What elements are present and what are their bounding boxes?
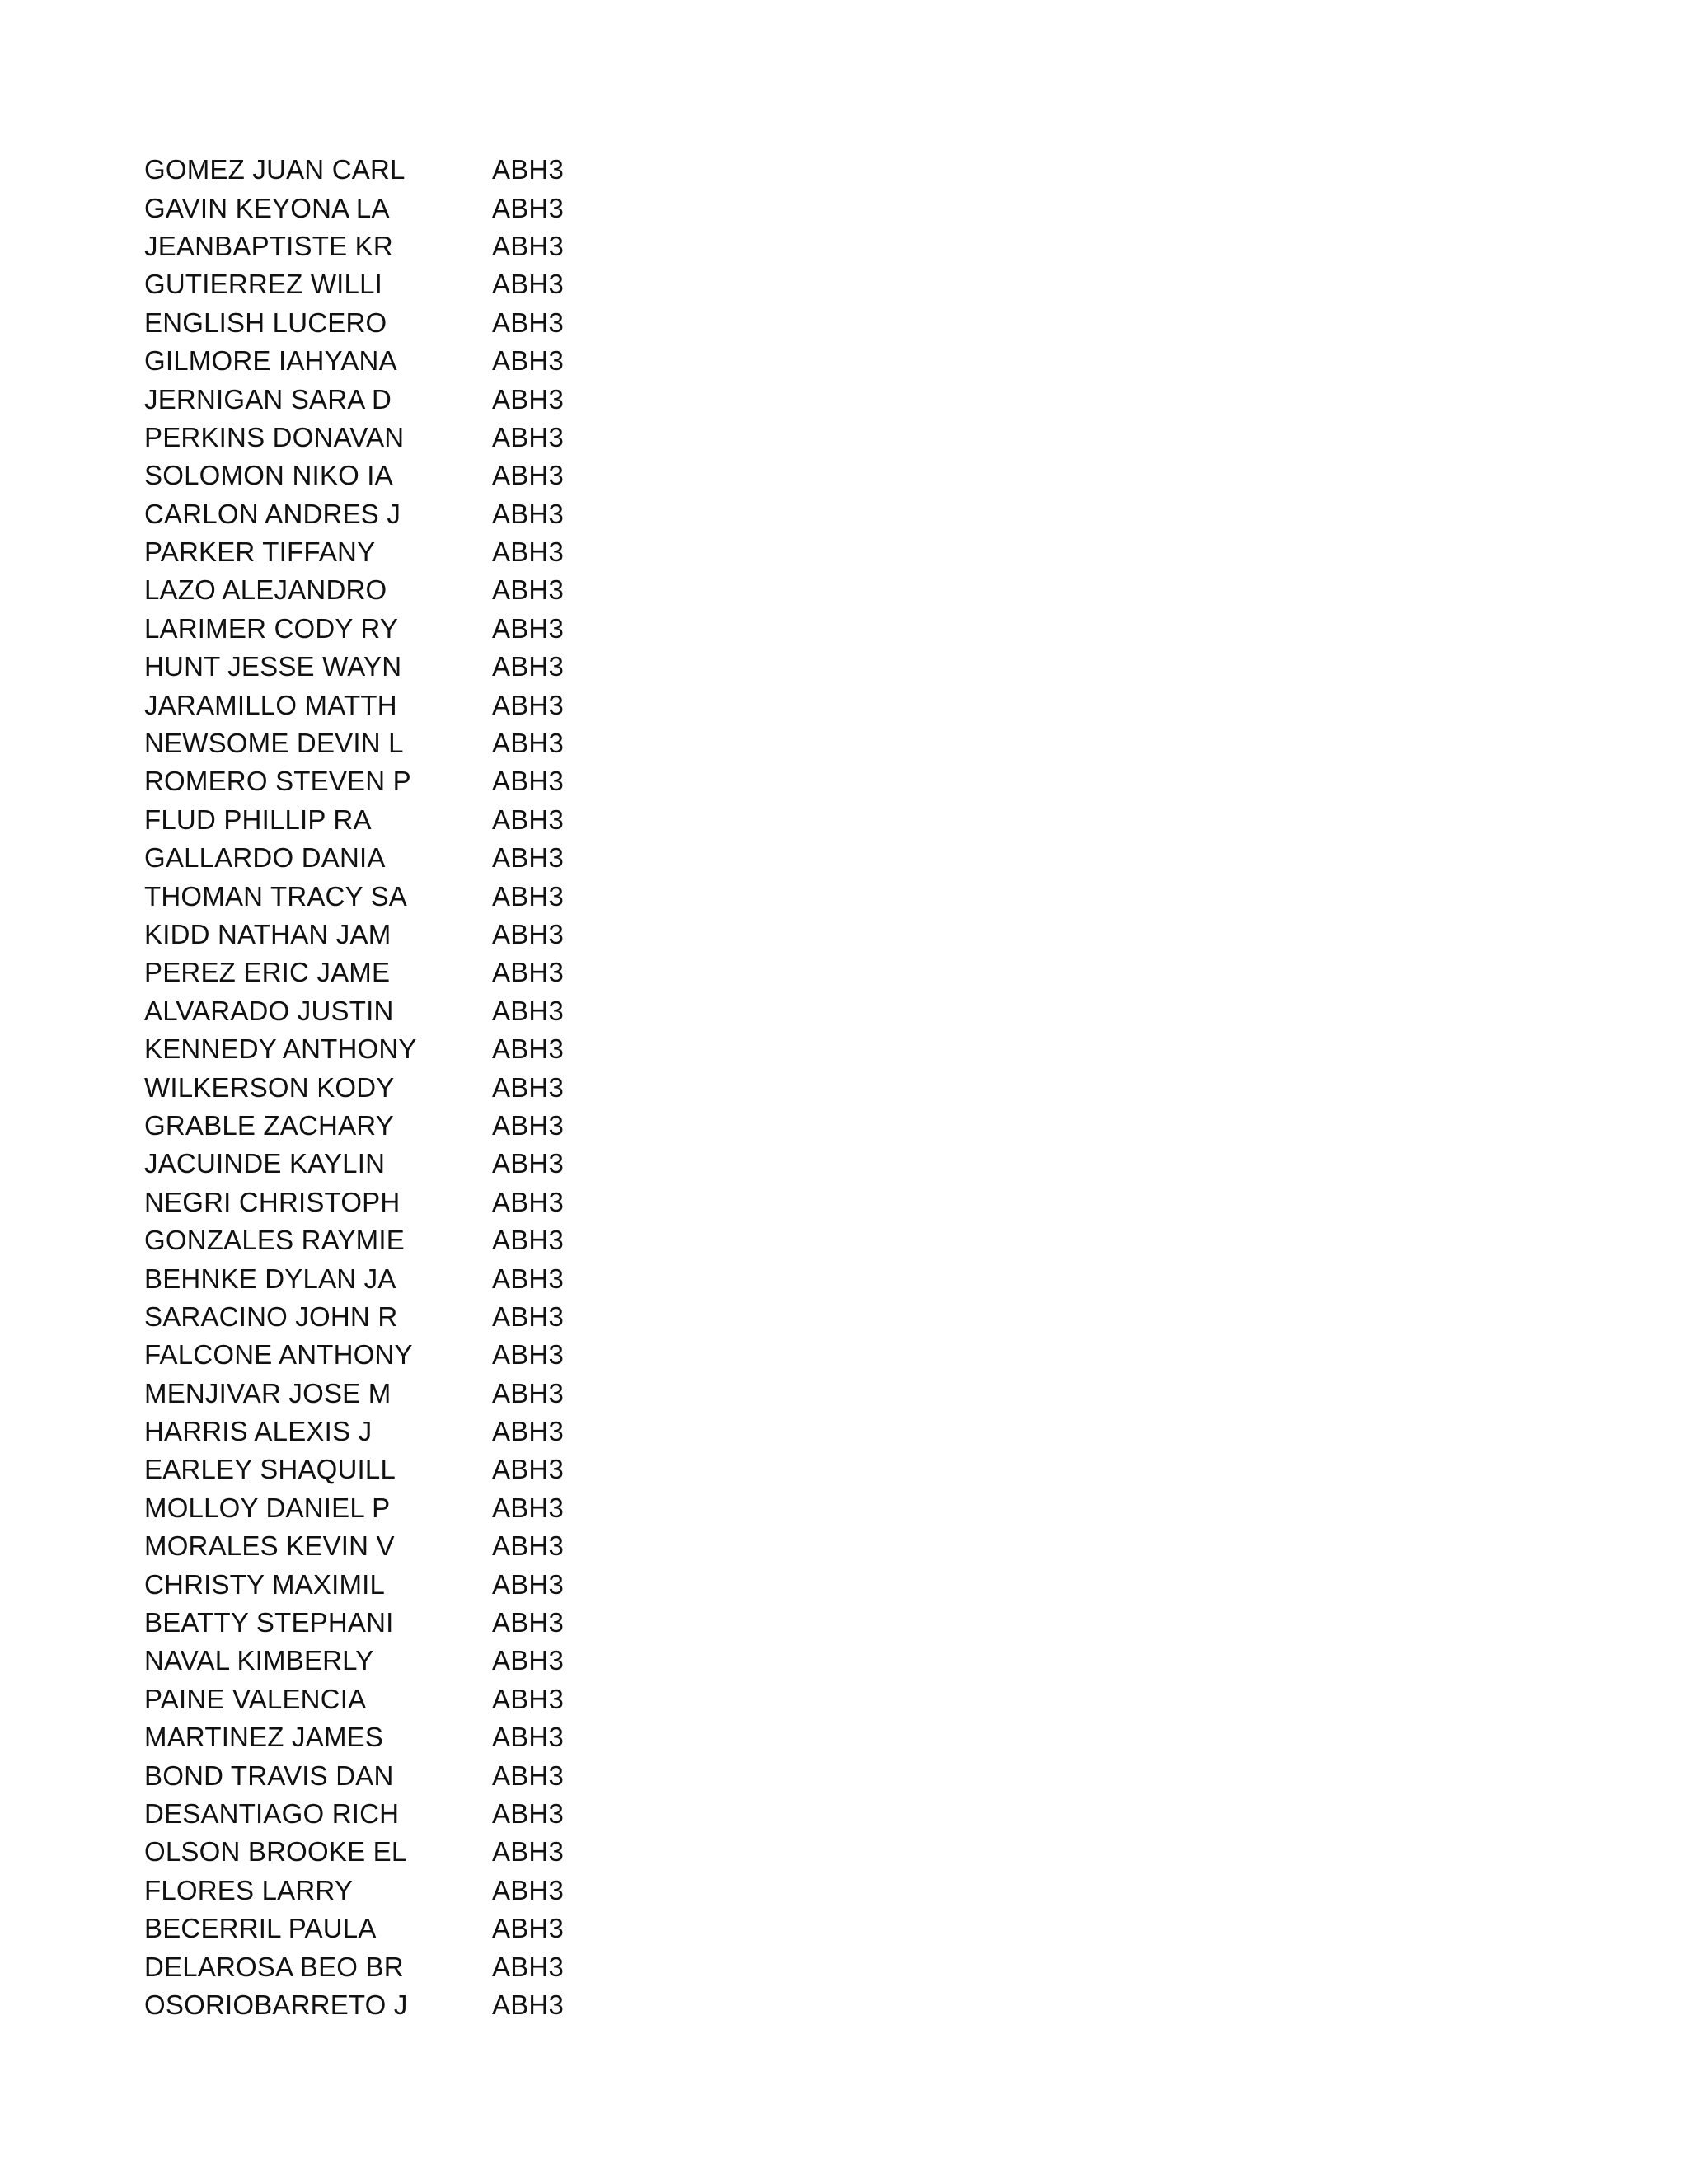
- roster-row: [144, 916, 564, 954]
- roster-row: [144, 1947, 564, 1985]
- roster-row: [144, 495, 564, 533]
- roster-row: [144, 1527, 564, 1565]
- roster-code: ABH3: [492, 537, 565, 568]
- roster-code: ABH3: [492, 1225, 565, 1256]
- roster-row: [144, 1795, 564, 1833]
- roster-row: [144, 992, 564, 1030]
- roster-code: ABH3: [492, 842, 565, 874]
- roster-code: ABH3: [492, 689, 565, 720]
- roster-row: [144, 265, 564, 303]
- roster-name: FALCONE ANTHONY: [144, 1339, 413, 1371]
- roster-name: CHRISTY MAXIMIL: [144, 1568, 386, 1600]
- roster-code: ABH3: [492, 230, 565, 261]
- roster-code: ABH3: [492, 498, 565, 529]
- roster-name: SOLOMON NIKO IA: [144, 460, 393, 491]
- roster-code: ABH3: [492, 307, 565, 338]
- roster-row: [144, 1336, 564, 1374]
- roster-name: PEREZ ERIC JAME: [144, 957, 391, 988]
- roster-row: [144, 1680, 564, 1718]
- roster-row: [144, 1604, 564, 1642]
- roster-name: MOLLOY DANIEL P: [144, 1492, 391, 1523]
- roster-name: WILKERSON KODY: [144, 1071, 395, 1103]
- roster-row: [144, 533, 564, 571]
- roster-name: PAINE VALENCIA: [144, 1683, 367, 1714]
- roster-name: GALLARDO DANIA: [144, 842, 386, 874]
- roster-name: GONZALES RAYMIE: [144, 1225, 405, 1256]
- roster-code: ABH3: [492, 269, 565, 300]
- roster-row: [144, 227, 564, 265]
- roster-name: FLORES LARRY: [144, 1874, 354, 1905]
- roster-name: PERKINS DONAVAN: [144, 421, 405, 452]
- roster-row: [144, 1910, 564, 1947]
- roster-code: ABH3: [492, 1683, 565, 1714]
- roster-row: [144, 762, 564, 800]
- roster-code: ABH3: [492, 1071, 565, 1103]
- roster-code: ABH3: [492, 1186, 565, 1217]
- roster-row: [144, 1068, 564, 1106]
- roster-row: [144, 724, 564, 762]
- roster-row: [144, 151, 564, 189]
- roster-name: GILMORE IAHYANA: [144, 345, 397, 377]
- roster-row: [144, 1451, 564, 1488]
- roster-name: BEATTY STEPHANI: [144, 1607, 394, 1638]
- roster-name: JEANBAPTISTE KR: [144, 230, 393, 261]
- roster-code: ABH3: [492, 1301, 565, 1332]
- roster-code: ABH3: [492, 612, 565, 644]
- roster-row: [144, 189, 564, 227]
- roster-name: OSORIOBARRETO J: [144, 1989, 408, 2020]
- roster-row: [144, 1107, 564, 1145]
- roster-row: [144, 801, 564, 839]
- roster-row: [144, 1756, 564, 1794]
- roster-row: [144, 342, 564, 380]
- roster-name: BECERRIL PAULA: [144, 1913, 377, 1944]
- roster-row: [144, 839, 564, 877]
- roster-row: [144, 1183, 564, 1221]
- roster-row: [144, 1221, 564, 1259]
- roster-code: ABH3: [492, 1836, 565, 1868]
- roster-code: ABH3: [492, 1913, 565, 1944]
- roster-code: ABH3: [492, 1454, 565, 1485]
- roster-name: DESANTIAGO RICH: [144, 1797, 400, 1829]
- roster-code: ABH3: [492, 1645, 565, 1676]
- roster-row: [144, 686, 564, 724]
- roster-name: GRABLE ZACHARY: [144, 1109, 394, 1141]
- roster-name: JACUINDE KAYLIN: [144, 1148, 386, 1179]
- roster-code: ABH3: [492, 1568, 565, 1600]
- roster-name: MENJIVAR JOSE M: [144, 1377, 392, 1408]
- roster-code: ABH3: [492, 421, 565, 452]
- roster-name: JERNIGAN SARA D: [144, 383, 392, 415]
- roster-row: [144, 1833, 564, 1871]
- roster-code: ABH3: [492, 1607, 565, 1638]
- roster-row: [144, 1986, 564, 2024]
- roster-name: KENNEDY ANTHONY: [144, 1033, 417, 1065]
- roster-code: ABH3: [492, 1722, 565, 1753]
- roster-code: ABH3: [492, 880, 565, 912]
- roster-code: ABH3: [492, 574, 565, 606]
- roster-row: [144, 1642, 564, 1680]
- roster-name: NEWSOME DEVIN L: [144, 728, 404, 759]
- roster-row: [144, 954, 564, 991]
- roster-row: [144, 610, 564, 648]
- roster-code: ABH3: [492, 995, 565, 1026]
- roster-row: [144, 1298, 564, 1336]
- roster-code: ABH3: [492, 957, 565, 988]
- roster-name: LAZO ALEJANDRO: [144, 574, 387, 606]
- roster-code: ABH3: [492, 154, 565, 185]
- roster-row: [144, 419, 564, 457]
- roster-code: ABH3: [492, 1874, 565, 1905]
- roster-row: [144, 877, 564, 915]
- roster-row: [144, 1565, 564, 1603]
- roster-row: [144, 571, 564, 609]
- roster-name: NAVAL KIMBERLY: [144, 1645, 374, 1676]
- roster-code: ABH3: [492, 728, 565, 759]
- roster-name: PARKER TIFFANY: [144, 537, 376, 568]
- roster-code: ABH3: [492, 460, 565, 491]
- roster-code: ABH3: [492, 1951, 565, 1982]
- roster-name: MORALES KEVIN V: [144, 1530, 395, 1562]
- roster-row: [144, 304, 564, 342]
- roster-code: ABH3: [492, 804, 565, 835]
- roster-code: ABH3: [492, 192, 565, 223]
- roster-code: ABH3: [492, 383, 565, 415]
- roster-code: ABH3: [492, 919, 565, 949]
- roster-name: MARTINEZ JAMES: [144, 1722, 384, 1753]
- roster-row: [144, 1489, 564, 1527]
- roster-name: BOND TRAVIS DAN: [144, 1760, 394, 1791]
- roster-row: [144, 1718, 564, 1756]
- roster-name: ENGLISH LUCERO: [144, 307, 387, 338]
- roster-name: GUTIERREZ WILLI: [144, 269, 383, 300]
- roster-code: ABH3: [492, 1530, 565, 1562]
- roster-code: ABH3: [492, 1148, 565, 1179]
- roster-name: JARAMILLO MATTH: [144, 689, 397, 720]
- roster-name: LARIMER CODY RY: [144, 612, 399, 644]
- roster-row: [144, 1030, 564, 1068]
- roster-name: GAVIN KEYONA LA: [144, 192, 390, 223]
- roster-list: [144, 151, 564, 2024]
- roster-row: [144, 1413, 564, 1451]
- roster-code: ABH3: [492, 1377, 565, 1408]
- roster-row: [144, 1375, 564, 1413]
- roster-code: ABH3: [492, 1492, 565, 1523]
- roster-code: ABH3: [492, 1109, 565, 1141]
- roster-code: ABH3: [492, 1263, 565, 1294]
- roster-row: [144, 648, 564, 686]
- roster-name: BEHNKE DYLAN JA: [144, 1263, 396, 1294]
- roster-name: DELAROSA BEO BR: [144, 1951, 404, 1982]
- roster-code: ABH3: [492, 1989, 565, 2020]
- roster-code: ABH3: [492, 1033, 565, 1065]
- roster-code: ABH3: [492, 651, 565, 682]
- roster-name: HUNT JESSE WAYN: [144, 651, 402, 682]
- roster-code: ABH3: [492, 1797, 565, 1829]
- roster-code: ABH3: [492, 345, 565, 377]
- roster-name: HARRIS ALEXIS J: [144, 1416, 373, 1447]
- roster-row: [144, 1872, 564, 1910]
- roster-name: OLSON BROOKE EL: [144, 1836, 407, 1868]
- roster-name: THOMAN TRACY SA: [144, 880, 407, 912]
- roster-name: FLUD PHILLIP RA: [144, 804, 372, 835]
- roster-name: CARLON ANDRES J: [144, 498, 401, 529]
- roster-name: SARACINO JOHN R: [144, 1301, 398, 1332]
- roster-name: ROMERO STEVEN P: [144, 766, 411, 797]
- roster-name: ALVARADO JUSTIN: [144, 995, 394, 1026]
- roster-row: [144, 457, 564, 494]
- roster-row: [144, 1145, 564, 1183]
- roster-name: GOMEZ JUAN CARL: [144, 154, 406, 185]
- roster-code: ABH3: [492, 766, 565, 797]
- roster-code: ABH3: [492, 1339, 565, 1371]
- roster-code: ABH3: [492, 1416, 565, 1447]
- roster-row: [144, 380, 564, 418]
- roster-name: KIDD NATHAN JAM: [144, 919, 392, 949]
- roster-code: ABH3: [492, 1760, 565, 1791]
- roster-name: EARLEY SHAQUILL: [144, 1454, 396, 1485]
- roster-name: NEGRI CHRISTOPH: [144, 1186, 401, 1217]
- roster-row: [144, 1259, 564, 1297]
